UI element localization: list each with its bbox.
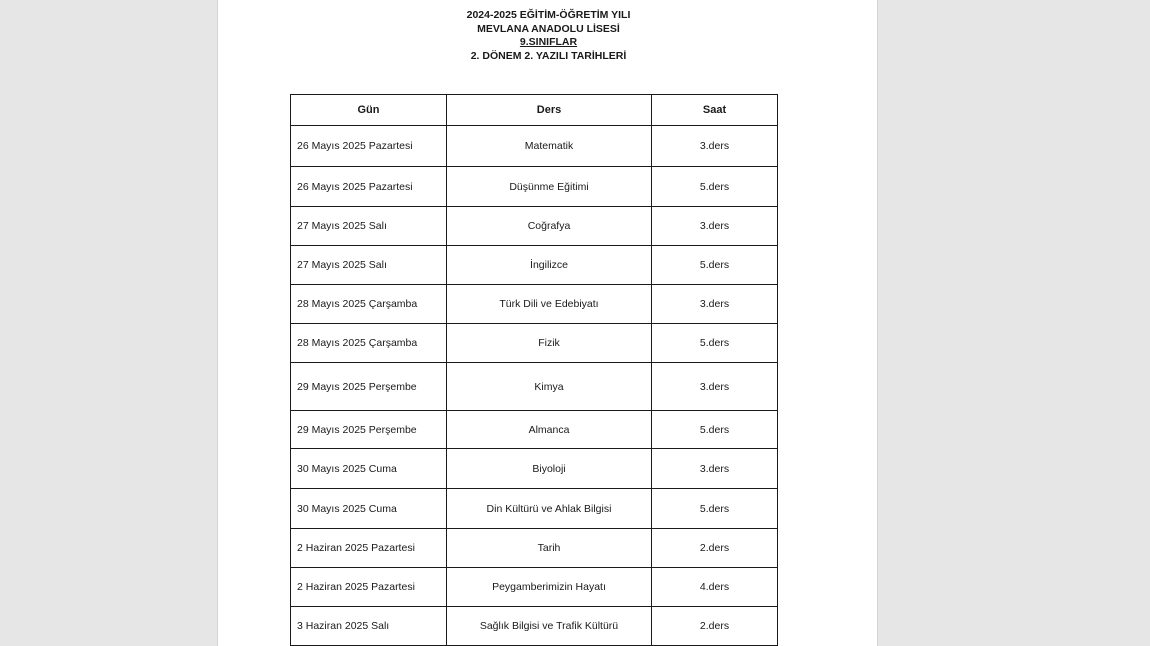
table-row (291, 489, 778, 529)
day-cell: 29 Mayıs 2025 Perşembe (291, 363, 447, 411)
table-row (291, 411, 778, 449)
day-cell: 2 Haziran 2025 Pazartesi (291, 529, 447, 568)
day-cell: 2 Haziran 2025 Pazartesi (291, 568, 447, 607)
course-cell: Din Kültürü ve Ahlak Bilgisi (447, 489, 652, 529)
course-cell: Türk Dili ve Edebiyatı (447, 285, 652, 324)
time-cell: 2.ders (652, 607, 778, 646)
table-header-row (291, 95, 778, 126)
day-cell: 29 Mayıs 2025 Perşembe (291, 411, 447, 449)
header-time: Saat (652, 95, 778, 126)
time-cell: 5.ders (652, 167, 778, 207)
exam-period-title: 2. DÖNEM 2. YAZILI TARİHLERİ (470, 49, 627, 62)
academic-year-title: 2024-2025 EĞİTİM-ÖĞRETİM YILI (466, 9, 631, 21)
time-cell: 5.ders (652, 324, 778, 363)
course-cell: Sağlık Bilgisi ve Trafik Kültürü (447, 607, 652, 646)
course-cell: Peygamberimizin Hayatı (447, 568, 652, 607)
header-day: Gün (291, 95, 447, 126)
time-cell: 5.ders (652, 489, 778, 529)
day-cell: 26 Mayıs 2025 Pazartesi (291, 126, 447, 167)
course-cell: Kimya (447, 363, 652, 411)
course-cell: Düşünme Eğitimi (447, 167, 652, 207)
day-cell: 26 Mayıs 2025 Pazartesi (291, 167, 447, 207)
day-cell: 27 Mayıs 2025 Salı (291, 207, 447, 246)
table-row (291, 246, 778, 285)
day-cell: 30 Mayıs 2025 Cuma (291, 449, 447, 489)
time-cell: 5.ders (652, 411, 778, 449)
time-cell: 3.ders (652, 207, 778, 246)
table-row (291, 207, 778, 246)
course-cell: Tarih (447, 529, 652, 568)
document-page (217, 0, 878, 646)
table-row (291, 449, 778, 489)
day-cell: 30 Mayıs 2025 Cuma (291, 489, 447, 529)
table-row (291, 126, 778, 167)
table-row (291, 363, 778, 411)
time-cell: 3.ders (652, 363, 778, 411)
course-cell: Fizik (447, 324, 652, 363)
time-cell: 2.ders (652, 529, 778, 568)
time-cell: 3.ders (652, 285, 778, 324)
course-cell: Almanca (447, 411, 652, 449)
table-row (291, 529, 778, 568)
day-cell: 3 Haziran 2025 Salı (291, 607, 447, 646)
table-row (291, 607, 778, 646)
course-cell: Matematik (447, 126, 652, 167)
grade-level: 9.SINIFLAR (519, 36, 578, 48)
table-row (291, 568, 778, 607)
exam-schedule-table (290, 94, 778, 646)
table-row (291, 324, 778, 363)
school-name: MEVLANA ANADOLU LİSESİ (477, 22, 620, 35)
time-cell: 4.ders (652, 568, 778, 607)
table-row (291, 285, 778, 324)
time-cell: 3.ders (652, 126, 778, 167)
day-cell: 27 Mayıs 2025 Salı (291, 246, 447, 285)
course-cell: İngilizce (447, 246, 652, 285)
day-cell: 28 Mayıs 2025 Çarşamba (291, 285, 447, 324)
course-cell: Coğrafya (447, 207, 652, 246)
header-course: Ders (447, 95, 652, 126)
day-cell: 28 Mayıs 2025 Çarşamba (291, 324, 447, 363)
course-cell: Biyoloji (447, 449, 652, 489)
time-cell: 3.ders (652, 449, 778, 489)
time-cell: 5.ders (652, 246, 778, 285)
table-row (291, 167, 778, 207)
document-heading (218, 9, 878, 63)
